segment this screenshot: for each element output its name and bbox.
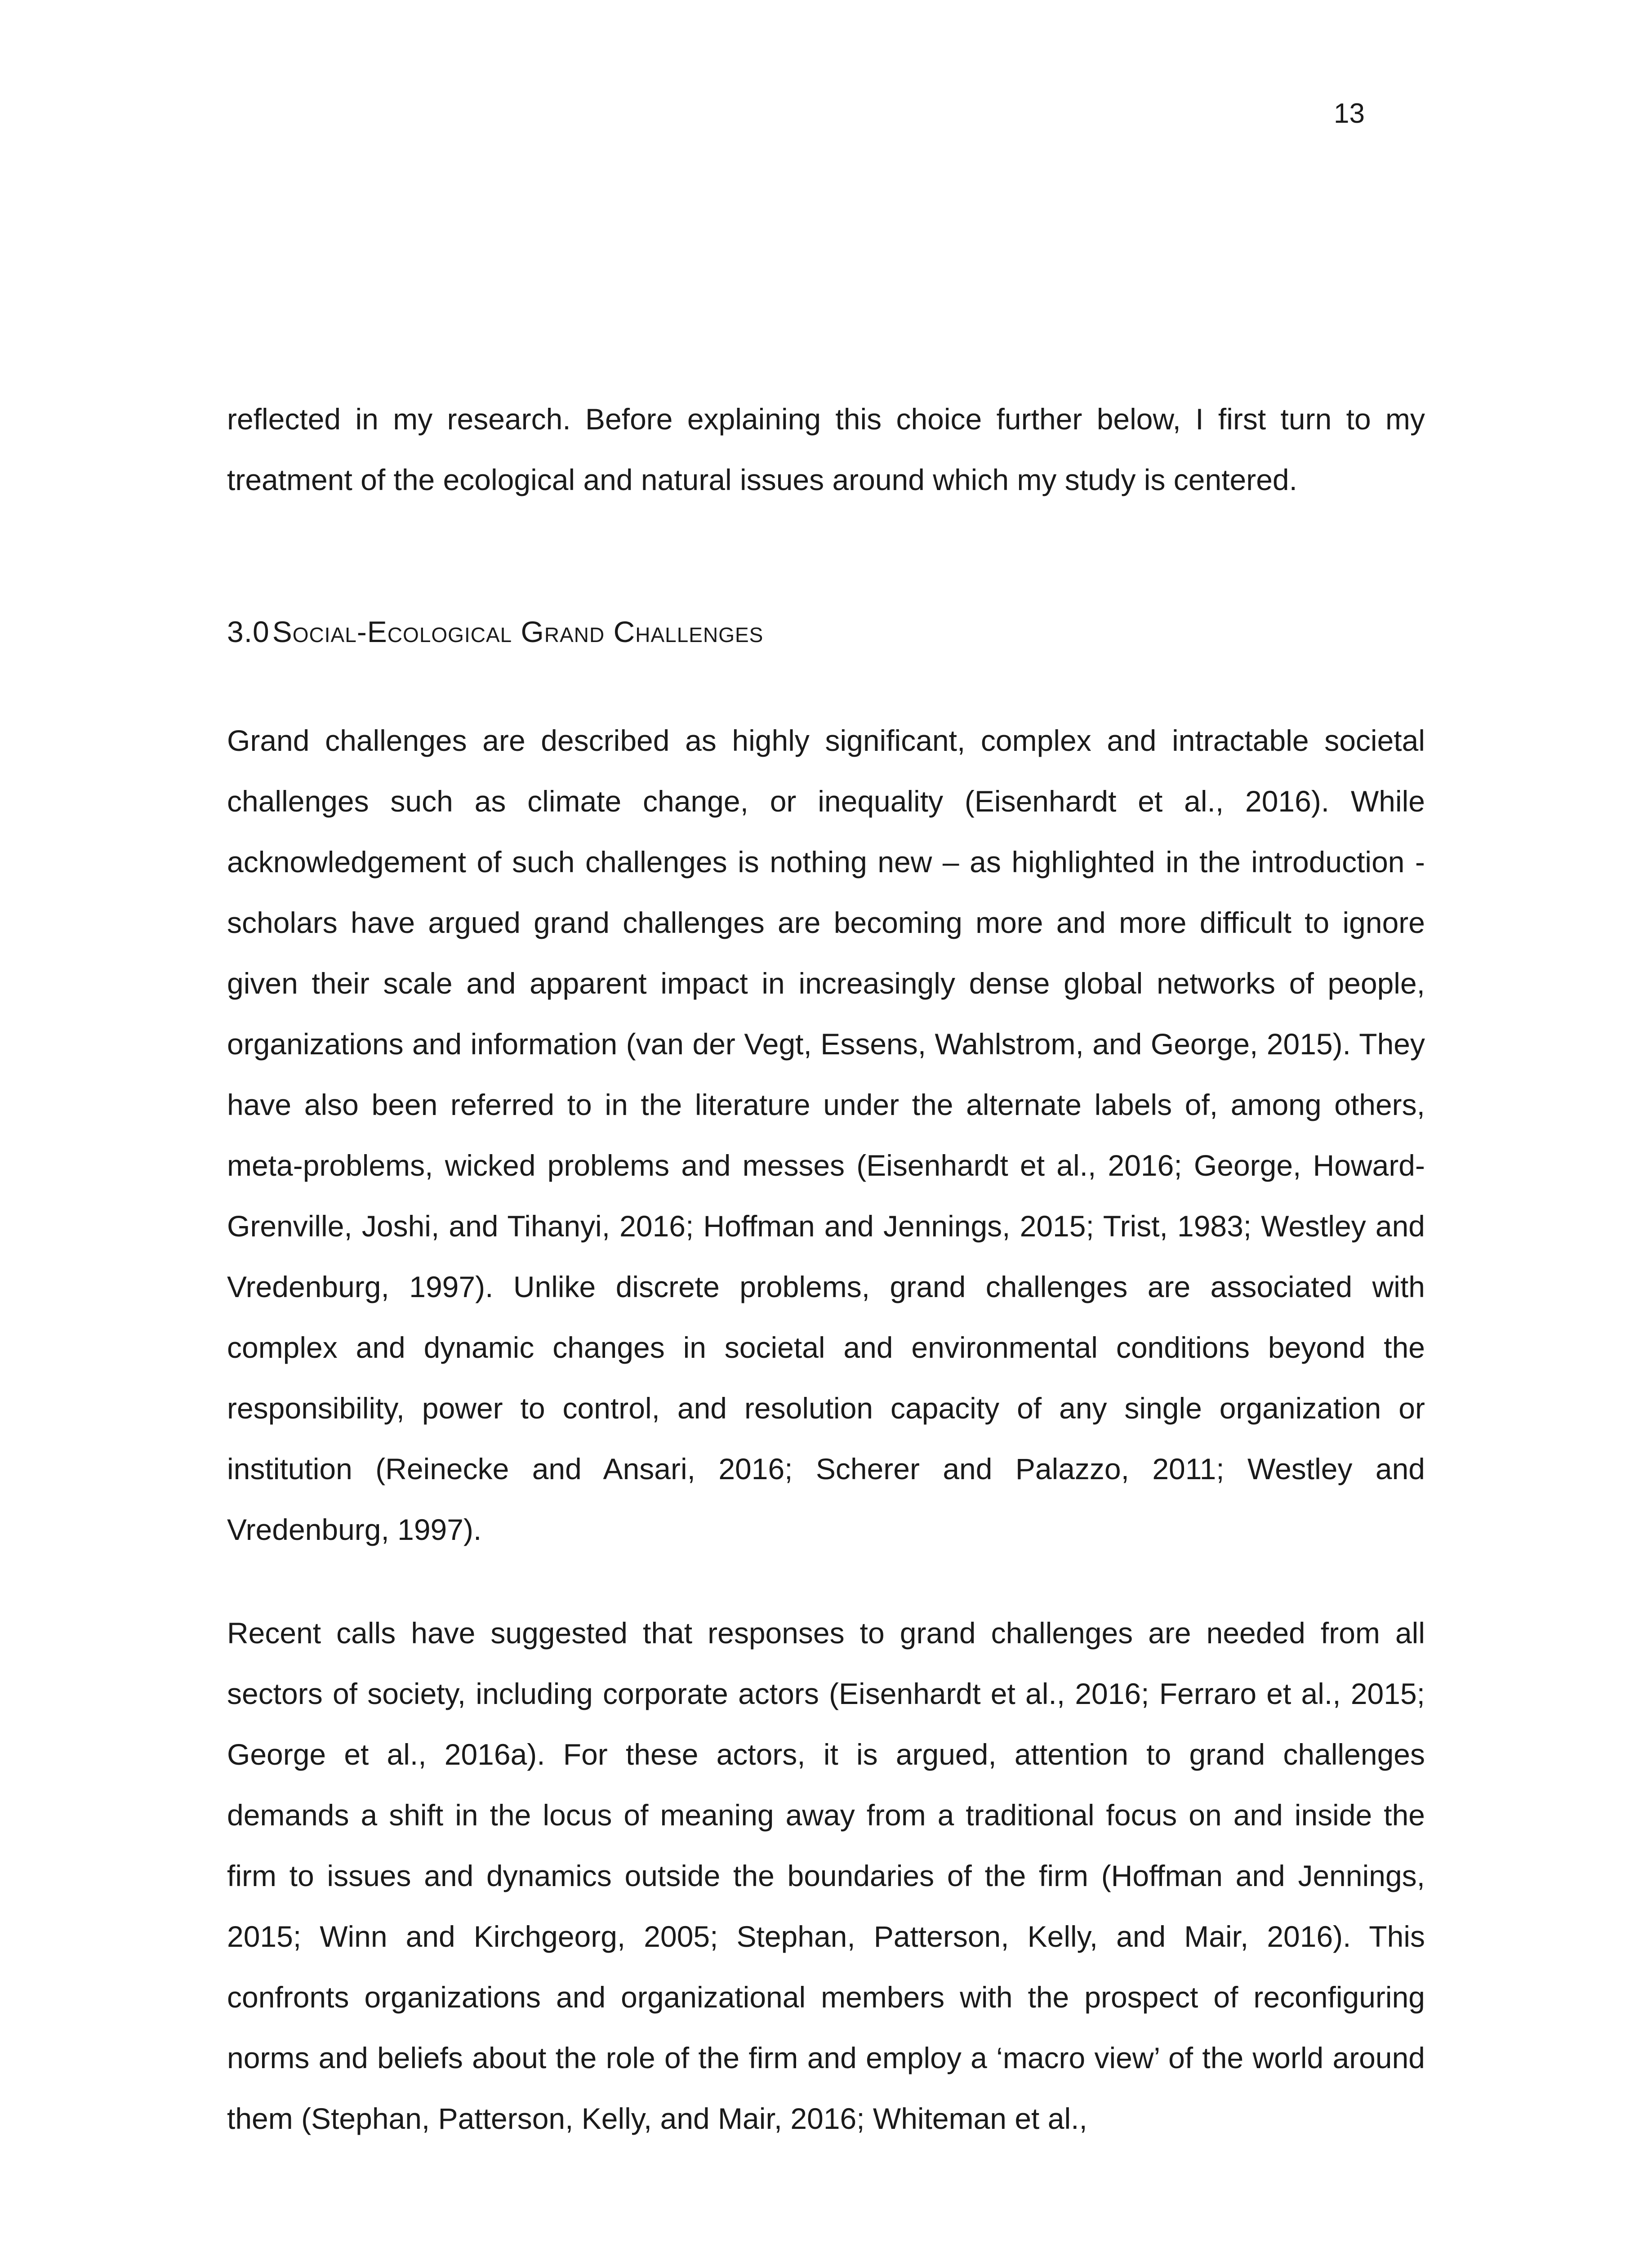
body-paragraph-1: Grand challenges are described as highly significant, complex and intractable societal challenges such as climate change, or inequality (Eisenhardt et al., 2016). While acknowledgement of such challenges is nothing new – as highlighted in the introduction - scholars have argued grand challenges are becoming more and more difficult to ignore given their scale and apparent impact in increasingly dense global networks of people, organizations and information (van der Vegt, Essens, Wahlstrom, and George, 2015). They have also been referred to in the literature under the alternate labels of, among others, meta-problems, wicked problems and messes (Eisenhardt et al., 2016; George, Howard-Grenville, Joshi, and Tihanyi, 2016; Hoffman and Jennings, 2015; Trist, 1983; Westley and Vredenburg, 1997). Unlike discrete problems, grand challenges are associated with complex and dynamic changes in societal and environmental conditions beyond the responsibility, power to control, and resolution capacity of any single organization or institution (Reinecke and Ansari, 2016; Scherer and Palazzo, 2011; Westley and Vredenburg, 1997). [227,724,1425,1546]
body-paragraph-2: Recent calls have suggested that responses to grand challenges are needed from all sectors of society, including corporate actors (Eisenhardt et al., 2016; Ferraro et al., 2015; George et al., 2016a). For these actors, it is argued, attention to grand challenges demands a shift in the locus of meaning away from a traditional focus on and inside the firm to issues and dynamics outside the boundaries of the firm (Hoffman and Jennings, 2015; Winn and Kirchgeorg, 2005; Stephan, Patterson, Kelly, and Mair, 2016). This confronts organizations and organizational members with the prospect of reconfiguring norms and beliefs about the role of the firm and employ a ‘macro view’ of the world around them (Stephan, Patterson, Kelly, and Mair, 2016; Whiteman et al., [227,1616,1425,2135]
section-number: 3.0 [227,615,270,648]
section-heading [227,609,1425,654]
intro-paragraph: reflected in my research. Before explaining this choice further below, I first turn to my treatment of the ecological and natural issues around which my study is centered. [227,402,1425,496]
section-title: Social-Ecological Grand Challenges [272,615,764,648]
page-number: 13 [1334,98,1365,129]
